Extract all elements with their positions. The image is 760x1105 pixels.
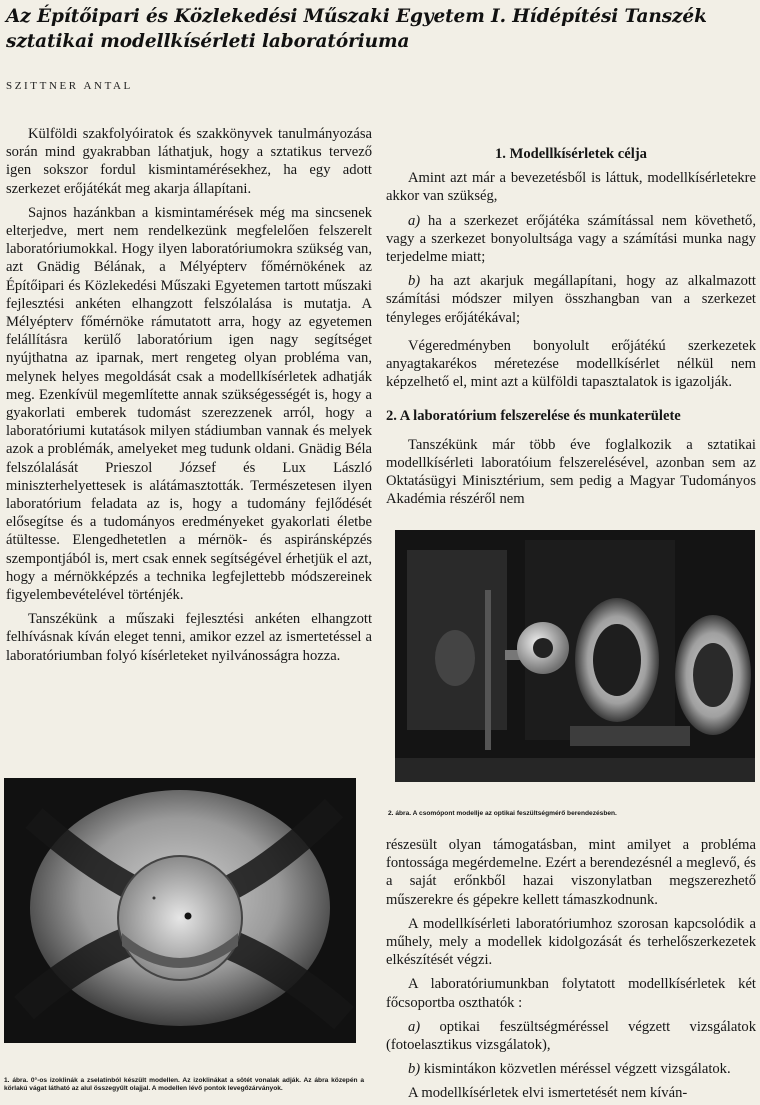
item-a-mark: a) (408, 212, 421, 229)
section1-intro: Amint azt már a bevezetésből is láttuk, modellkísérletekre akkor van szükség, (386, 170, 756, 205)
closing-paragraph: Tanszékünk a műszaki fejlesztési ankéten elhangzott felhívásnak kíván eleget tenni, amikor ezzel az ismertetéssel a laboratóriumban folyó kísérleteket nyilvánosságra hozza. (6, 611, 372, 664)
section2-heading: 2. A laboratórium felszerelése és munkaterülete (386, 408, 681, 425)
group-a-text: optikai feszültségméréssel végzett vizsgálatok (fotoelasztikus vizsgálatok), (386, 1018, 756, 1054)
section2-intro: Tanszékünk már több éve foglalkozik a sztatikai modellkísérleti laboratóium felszerelésével, azonban sem az Oktatásügyi Minisztérium, sem pedig a Magyar Tudományos Akadémia részéről nem (386, 436, 756, 508)
item-b-mark: b) (408, 273, 421, 290)
section2-workshop: A modellkísérleti laboratóriumhoz szorosan kapcsolódik a műhely, mely a modellek kidolgozását és terhelőszerkezetek elkészítését végzi. (386, 915, 756, 969)
figure-1-caption: 1. ábra. 0°-os izoklinák a zselatinból készült modellen. Az izoklinákat a sötét vonalak adják. Az ábra közepén a körlakú vágat látható az alul összegyűlt olajjal. A modellen lévő pontok levegőzárványok. (4, 1076, 364, 1092)
section1-conclusion: Végeredményben bonyolult erőjátékú szerkezetek anyagtakarékos méretezése modellkísérlet nélkül nem képzelhető el, mint azt a külföldi tapasztalatok is igazolják. (386, 337, 756, 391)
group-a-mark: a) (408, 1018, 421, 1035)
group-b-text: kismintákon közvetlen méréssel végzett vizsgálatok. (423, 1061, 731, 1078)
intro-paragraph: Külföldi szakfolyóiratok és szakkönyvek tanulmányozása során mind gyakrabban láthatjuk, hogy a sztatikus tervező igen sokszor fordul kismintamérésekhez, ha egy adott szerkezet erőjátékát meg akarja állapítani. (6, 126, 372, 197)
section2-last: A modellkísérletek elvi ismertetését nem kíván- (408, 1085, 688, 1102)
isocline-model-photo (4, 778, 356, 1043)
article-title (6, 4, 758, 54)
author-name: SZITTNER ANTAL (6, 80, 133, 92)
title-line-1: Az Építőipari és Közlekedési Műszaki Egyetem I. Hídépítési Tanszék (6, 6, 707, 27)
figure-2-photo (395, 530, 755, 782)
section1-item-b (386, 272, 756, 327)
title-line-2: sztatikai modellkísérleti laboratóriuma (6, 31, 410, 52)
need-paragraph: Sajnos hazánkban a kismintamérések még ma sincsenek elterjedve, mert nem rendelkezünk megfelelően felszerelt laboratóriumokkal. Hogy ilyen laboratóriumokra szükség van, azt Gnädig Bélának, a Mélyépterv főmérnökének az Építőipari és Közlekedési Műszaki Egyetemen tartott műszaki fejlesztési ankéten elhangzott felszólalása is mutatja. A Mélyépterv főmérnöke rámutatott arra, hogy az egyetemen felállításra kerülő laboratórium igen nagy segítséget nyújthatna az iparnak, mert rengeteg olyan probléma van, melynek helyes megoldását csak a modellkísérletek adhatják meg. Ezenkívül megemlítette annak szükségességét is, hogy a gyakorlati emberek tudomást szerezzenek arról, hogy a laboratóriumi kutatások milyen stádiumban vannak és melyek azok a problémák, amelyeket meg tudunk oldani. Gnädig Béla felszólalását Prieszol József és Lux László miniszterhelyettesek is alátámasztották. Természetesen ilyen laboratórium feladata az is, hogy a tudomány fejlődését elősegítse és a tudományos eredményeket gyakorlati életbe átültesse. Elengedhetetlen a mérnök- és aspiránsképzés szempontjából is, mert csak ennek segítségével érhetjük el azt, hogy a mérnökképzés a technika legfejlettebb módszereinek figyelembevételével történjék. (6, 204, 372, 604)
section2-continued: részesült olyan támogatásban, mint amilyet a probléma fontossága megérdemelne. Ezért a berendezésnél a meglevő, és a saját erőnkből hazai viszonylatban megszerezhető műszerekre és gépekre kellett támaszkodnunk. (386, 837, 756, 908)
section1-heading: 1. Modellkísérletek célja (495, 146, 647, 162)
stress-apparatus-photo (395, 530, 755, 782)
figure-2-caption: 2. ábra. A csomópont modellje az optikai feszültségmérő berendezésben. (388, 809, 617, 817)
right-column-top (386, 145, 756, 508)
section1-item-a (386, 212, 756, 267)
group-b-mark: b) (408, 1061, 421, 1078)
item-a-text: ha a szerkezet erőjátéka számítással nem követhető, vagy a szerkezet bonyolultsága vagy a számítási munka nagy terjedelme miatt; (386, 212, 756, 266)
section2-item-a (386, 1018, 756, 1054)
section2-item-b (386, 1060, 756, 1078)
right-column-bottom (386, 836, 756, 1103)
item-b-text: ha azt akarjuk megállapítani, hogy az alkalmazott számítási módszer milyen összhangban van a szerkezet tényleges erőjátékával; (386, 273, 756, 326)
figure-1-photo (4, 778, 356, 1043)
left-column (6, 125, 372, 665)
section2-groups: A laboratóriumunkban folytatott modellkísérletek két főcsoportba oszthatók : (386, 976, 756, 1011)
